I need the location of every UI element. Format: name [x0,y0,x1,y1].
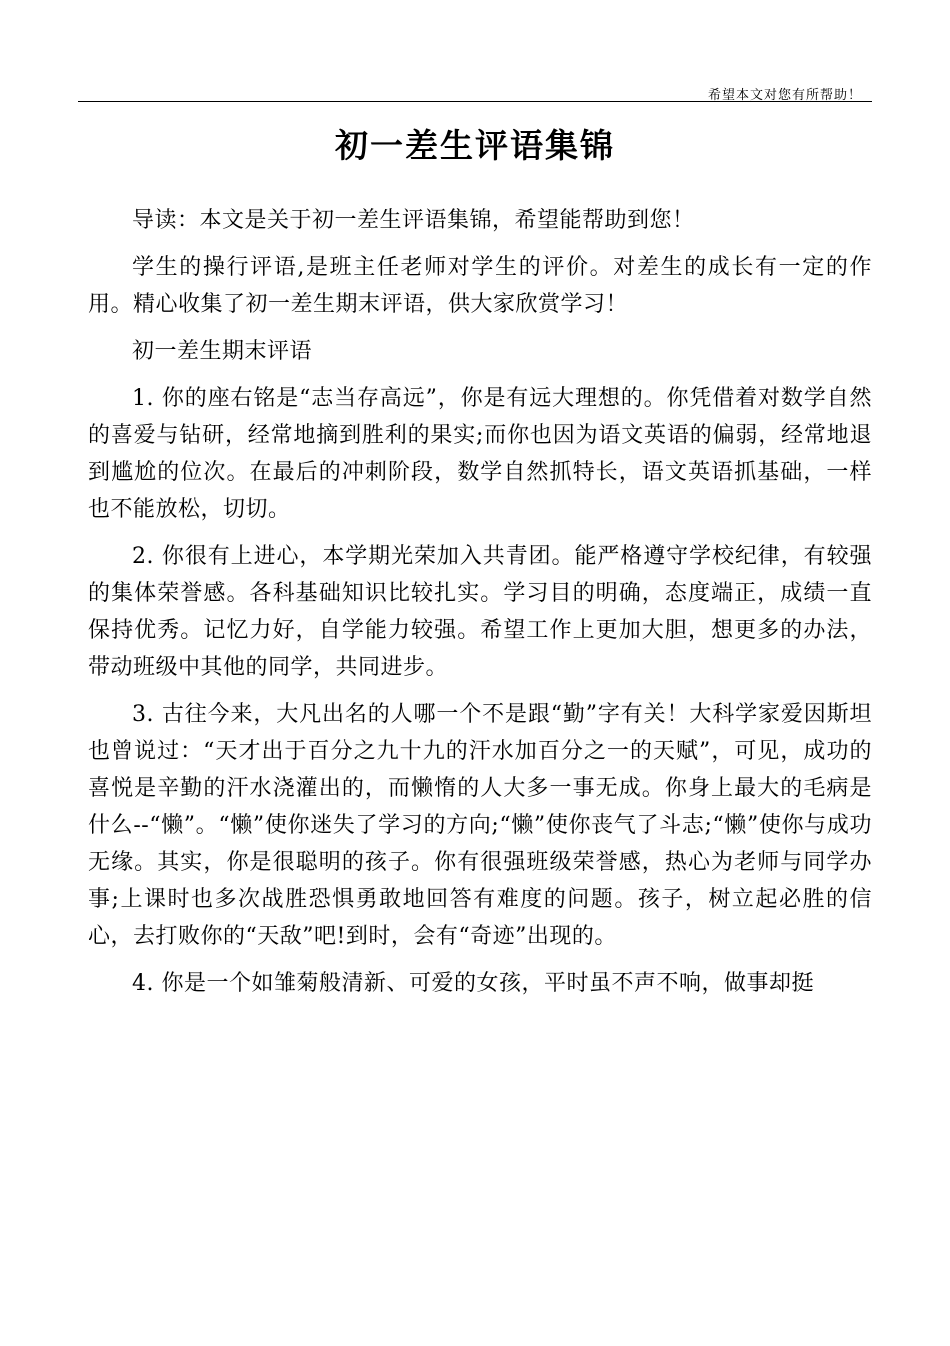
section-heading: 初一差生期末评语 [132,339,313,364]
document-title: 初一差生评语集锦 [335,126,615,165]
comment-paragraph-4: 4. 你是一个如雏菊般清新、可爱的女孩，平时虽不声不响，做事却挺 [132,971,814,996]
preface-paragraph: 学生的操行评语,是班主任老师对学生的评价。对差生的成长有一定的作用。精心收集了初一差生期末评语，供大家欣赏学习！ [88,255,872,317]
header-divider [78,101,872,102]
intro-paragraph: 导读：本文是关于初一差生评语集锦，希望能帮助到您！ [132,208,695,233]
header-note: 希望本文对您有所帮助！ [707,88,862,103]
comment-paragraph-1: 1. 你的座右铭是“志当存高远”，你是有远大理想的。你凭借着对数学自然的喜爱与钻研，经常地摘到胜利的果实;而你也因为语文英语的偏弱，经常地退到尴尬的位次。在最后的冲刺阶段，数学自然抓特长，语文英语抓基础，一样也不能放松，切切。 [88,386,872,522]
document-body [88,202,872,1002]
comment-paragraph-3: 3. 古往今来，大凡出名的人哪一个不是跟“勤”字有关！大科学家爱因斯坦也曾说过：“天才出于百分之九十九的汗水加百分之一的天赋”，可见，成功的喜悦是辛勤的汗水浇灌出的，而懒惰的人大多一事无成。你身上最大的毛病是什么--“懒”。“懒”使你迷失了学习的方向;“懒”使你丧气了斗志;“懒”使你与成功无缘。其实，你是很聪明的孩子。你有很强班级荣誉感，热心为老师与同学办事;上课时也多次战胜恐惧勇敢地回答有难度的问题。孩子，树立起必胜的信心，去打败你的“天敌”吧!到时，会有“奇迹”出现的。 [88,702,872,949]
comment-paragraph-2: 2. 你很有上进心，本学期光荣加入共青团。能严格遵守学校纪律，有较强的集体荣誉感。各科基础知识比较扎实。学习目的明确，态度端正，成绩一直保持优秀。记忆力好，自学能力较强。希望工作上更加大胆，想更多的办法，带动班级中其他的同学，共同进步。 [88,544,872,680]
